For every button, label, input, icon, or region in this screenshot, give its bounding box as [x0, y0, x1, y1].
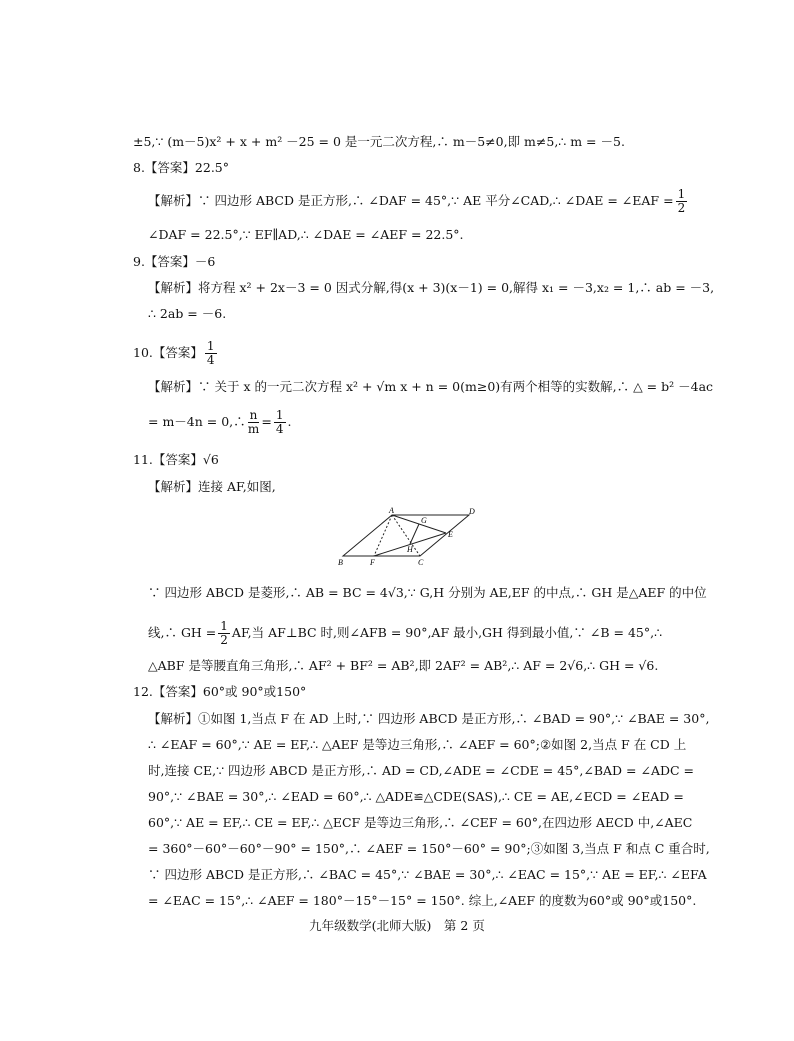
analysis-11: 【解析】连接 AF,如图,: [148, 479, 276, 494]
segment-ac: [392, 515, 420, 556]
label-d: D: [469, 507, 475, 516]
fraction-numerator: 1: [220, 619, 228, 633]
fraction-numerator: 1: [206, 339, 215, 353]
text-segment: 10.【答案】: [133, 345, 203, 360]
text-line: = 360°－60°－60°－90° = 150°,∴ ∠AEF = 150°－60° = 90°;③如图 3,当点 F 和点 C 重合时,: [148, 841, 710, 856]
fraction-numerator: 1: [677, 187, 686, 201]
text-segment: AF,当 AF⊥BC 时,则∠AFB = 90°,AF 最小,GH 得到最小值,∵ ∠B = 45°,∴: [231, 625, 663, 640]
label-c: C: [418, 558, 424, 567]
text-segment: 【解析】∵ 四边形 ABCD 是正方形,∴ ∠DAF = 45°,∵ AE 平分∠CAD,∴ ∠DAE = ∠EAF =: [148, 193, 674, 208]
fraction-denominator: 2: [677, 201, 686, 215]
text-line: [148, 409, 292, 436]
answer-10: [133, 340, 219, 367]
label-g: G: [421, 516, 427, 525]
text-line: ∵ 四边形 ABCD 是菱形,∴ AB = BC = 4√3,∵ G,H 分别为 AE,EF 的中点,∴ GH 是△AEF 的中位: [148, 585, 707, 600]
analysis-8: [148, 188, 689, 215]
fraction: [676, 188, 688, 215]
fraction-denominator: m: [247, 422, 260, 436]
text-line: 60°,∵ AE = EF,∴ CE = EF,∴ △ECF 是等边三角形,∴ ∠CEF = 60°,在四边形 AECD 中,∠AEC: [148, 815, 693, 830]
label-h: H: [407, 545, 413, 554]
label-b: B: [338, 558, 343, 567]
text-segment: 线,∴ GH =: [148, 625, 217, 640]
fraction-denominator: 4: [206, 353, 215, 367]
text-segment: .: [287, 414, 292, 429]
fraction-denominator: 4: [275, 422, 284, 436]
label-e: E: [448, 530, 453, 539]
analysis-12: 【解析】①如图 1,当点 F 在 AD 上时,∵ 四边形 ABCD 是正方形,∴ ∠BAD = 90°,∵ ∠BAE = 30°,: [148, 711, 710, 726]
answer-11: 11.【答案】√6: [133, 452, 219, 467]
fraction-denominator: 2: [220, 633, 228, 647]
label-f: F: [370, 558, 375, 567]
text-line: = ∠EAC = 15°,∴ ∠AEF = 180°－15°－15° = 150°. 综上,∠AEF 的度数为60°或 90°或150°.: [148, 893, 697, 908]
text-segment: =: [261, 414, 272, 429]
label-a: A: [389, 506, 394, 515]
answer-12: 12.【答案】60°或 90°或150°: [133, 684, 307, 699]
rhombus-figure: [334, 505, 484, 567]
fraction: [274, 409, 286, 436]
fraction: [205, 340, 217, 367]
fraction-numerator: 1: [275, 408, 284, 422]
text-line: ∴ ∠EAF = 60°,∵ AE = EF,∴ △AEF 是等边三角形,∴ ∠AEF = 60°;②如图 2,当点 F 在 CD 上: [148, 737, 687, 752]
fraction-numerator: n: [249, 408, 258, 422]
text-line: ±5,∵ (m－5)x² + x + m² －25 = 0 是一元二次方程,∴ m－5≠0,即 m≠5,∴ m = －5.: [133, 134, 625, 149]
analysis-10: 【解析】∵ 关于 x 的一元二次方程 x² + √m x + n = 0(m≥0)有两个相等的实数解,∴ △ = b² －4ac: [148, 379, 714, 394]
text-line: [148, 620, 662, 647]
text-segment: = m－4n = 0,∴: [148, 414, 246, 429]
analysis-9: 【解析】将方程 x² + 2x－3 = 0 因式分解,得(x + 3)(x－1) = 0,解得 x₁ = －3,x₂ = 1,∴ ab = －3,: [148, 280, 715, 295]
page-footer: 九年级数学(北师大版) 第 2 页: [309, 918, 485, 933]
text-line: ∠DAF = 22.5°,∵ EF∥AD,∴ ∠DAE = ∠AEF = 22.5°.: [148, 227, 464, 242]
fraction: [218, 620, 230, 647]
segment-gh: [410, 524, 419, 544]
text-line: △ABF 是等腰直角三角形,∴ AF² + BF² = AB²,即 2AF² = AB²,∴ AF = 2√6,∴ GH = √6.: [148, 658, 659, 673]
text-line: 90°,∵ ∠BAE = 30°,∴ ∠EAD = 60°,∴ △ADE≌△CDE(SAS),∴ CE = AE,∠ECD = ∠EAD =: [148, 789, 684, 804]
fraction: [248, 409, 260, 436]
segment-af: [374, 515, 392, 556]
text-line: 时,连接 CE,∵ 四边形 ABCD 是正方形,∴ AD = CD,∠ADE = ∠CDE = 45°,∠BAD = ∠ADC =: [148, 763, 695, 778]
answer-9: 9.【答案】－6: [133, 254, 216, 269]
answer-8: 8.【答案】22.5°: [133, 160, 230, 175]
text-line: ∵ 四边形 ABCD 是正方形,∴ ∠BAC = 45°,∵ ∠BAE = 30°,∴ ∠EAC = 15°,∵ AE = EF,∴ ∠EFA: [148, 867, 707, 882]
text-line: ∴ 2ab = －6.: [148, 306, 227, 321]
